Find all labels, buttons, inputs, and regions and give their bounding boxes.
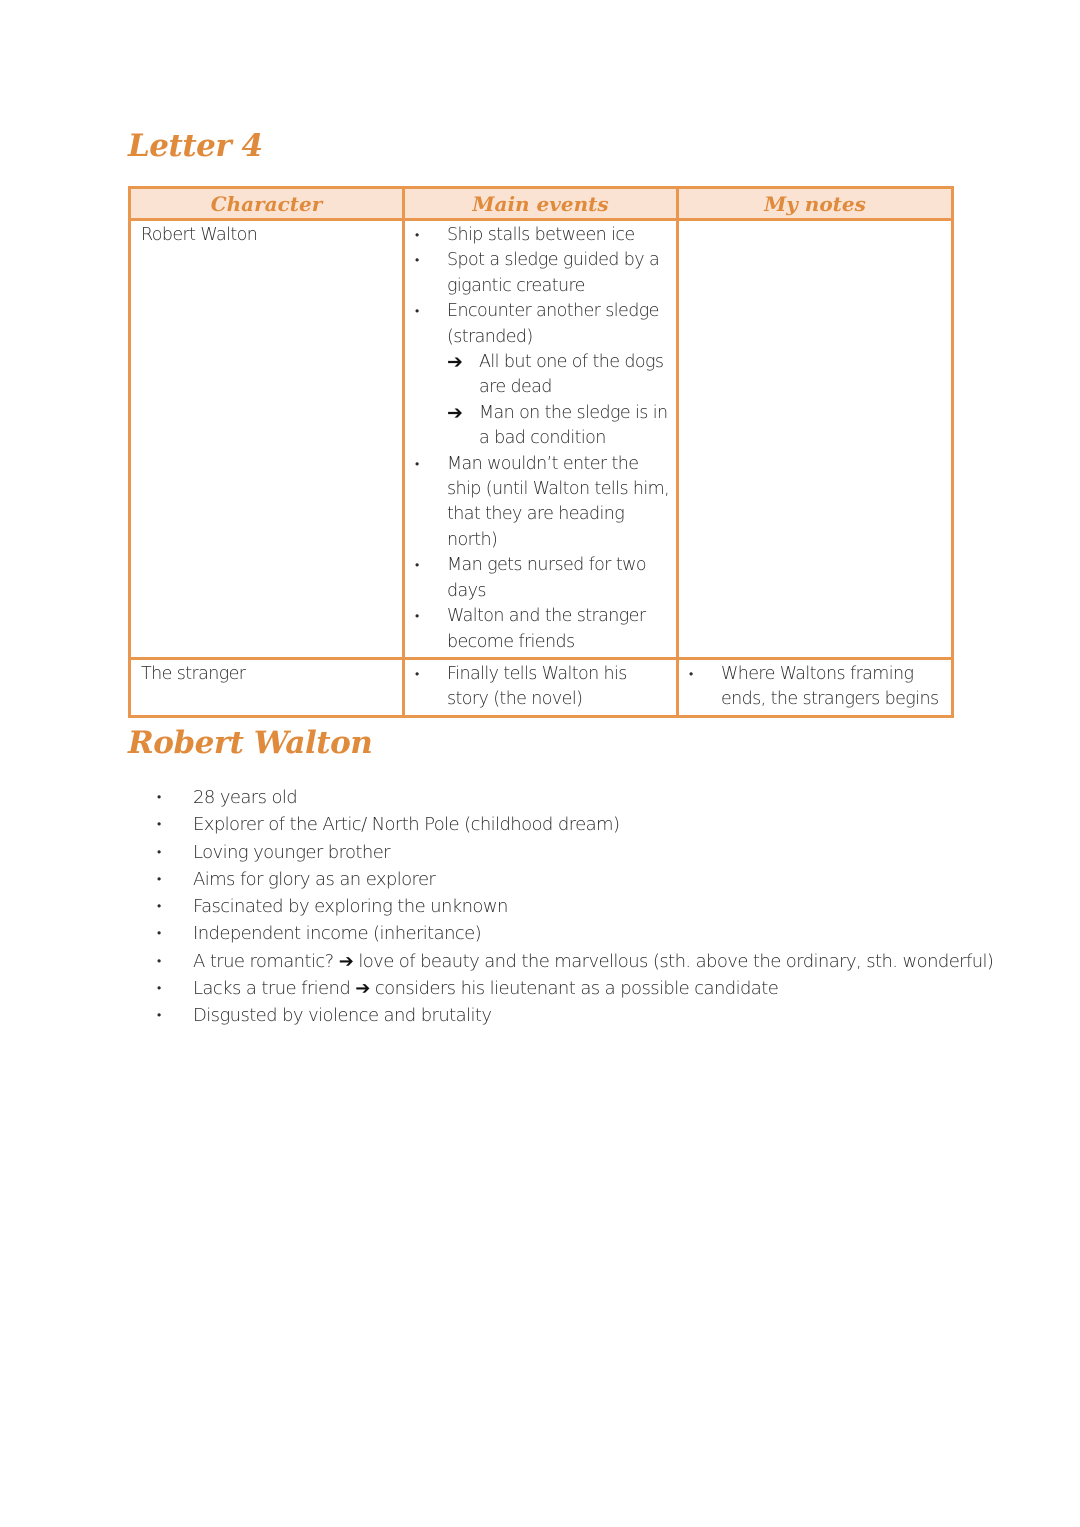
table-row-the-stranger xyxy=(130,658,953,716)
event-sub-list xyxy=(447,350,670,452)
event-item xyxy=(415,553,670,604)
column-header-my-notes: My notes xyxy=(678,188,953,220)
event-text: Man wouldn’t enter the ship (until Walton tells him, that they are heading north) xyxy=(447,453,670,550)
event-sub-item xyxy=(447,401,670,452)
event-text: Man gets nursed for two days xyxy=(447,555,646,601)
event-text: Spot a sledge guided by a gigantic creature xyxy=(447,250,660,296)
event-item xyxy=(415,248,670,299)
event-sub-item xyxy=(447,350,670,401)
events-cell xyxy=(404,220,678,659)
event-item xyxy=(415,662,670,713)
character-cell: The stranger xyxy=(130,658,404,716)
trait-item xyxy=(157,948,993,975)
event-item xyxy=(415,604,670,655)
right-arrow-icon: ➔ xyxy=(355,978,370,1000)
event-item xyxy=(415,299,670,451)
event-text: Finally tells Walton his story (the novel) xyxy=(447,663,627,710)
notes-list xyxy=(689,662,945,713)
column-header-main-events: Main events xyxy=(404,188,678,220)
trait-item xyxy=(157,893,993,920)
right-arrow-icon: ➔ xyxy=(338,950,354,972)
trait-text-continued: considers his lieutenant as a possible candidate xyxy=(374,978,779,1000)
notes-cell xyxy=(678,220,953,659)
event-item xyxy=(415,223,670,248)
events-cell xyxy=(404,658,678,716)
trait-item xyxy=(157,839,993,866)
trait-item xyxy=(157,1002,993,1029)
trait-text: Aims for glory as an explorer xyxy=(193,868,436,890)
event-text: Ship stalls between ice xyxy=(447,225,635,245)
trait-text: Independent income (inheritance) xyxy=(193,923,482,945)
note-item xyxy=(689,662,945,713)
trait-text: Disgusted by violence and brutality xyxy=(193,1005,492,1027)
trait-item xyxy=(157,920,993,947)
trait-item xyxy=(157,975,993,1002)
right-arrow-icon: ➔ xyxy=(447,401,463,424)
events-list xyxy=(415,662,670,713)
event-sub-text: All but one of the dogs are dead xyxy=(479,352,664,398)
right-arrow-icon: ➔ xyxy=(447,351,463,374)
trait-text: A true romantic? xyxy=(193,950,334,972)
trait-text: 28 years old xyxy=(193,787,298,808)
trait-text: Lacks a true friend xyxy=(193,978,351,1000)
trait-item xyxy=(157,811,993,838)
notes-cell xyxy=(678,658,953,716)
letter-4-heading: Letter 4 xyxy=(128,128,263,164)
event-sub-text: Man on the sledge is in a bad condition xyxy=(479,402,668,449)
event-item xyxy=(415,452,670,554)
trait-item xyxy=(157,784,993,811)
trait-text-continued: love of beauty and the marvellous (sth. above the ordinary, sth. wonderful) xyxy=(358,950,994,972)
events-list xyxy=(415,223,670,655)
trait-text: Loving younger brother xyxy=(193,841,390,863)
character-cell: Robert Walton xyxy=(130,220,404,659)
table-row-robert-walton xyxy=(130,220,953,659)
walton-traits-list xyxy=(157,784,993,1030)
table-header-row xyxy=(130,188,953,220)
note-text: Where Waltons framing ends, the strangers begins xyxy=(721,663,939,710)
trait-text: Explorer of the Artic/ North Pole (childhood dream) xyxy=(193,814,620,836)
event-text: Encounter another sledge (stranded) xyxy=(447,301,659,347)
event-text: Walton and the stranger become friends xyxy=(447,606,646,652)
robert-walton-heading: Robert Walton xyxy=(128,725,373,761)
letter-4-table xyxy=(128,186,954,718)
trait-item xyxy=(157,866,993,893)
trait-text: Fascinated by exploring the unknown xyxy=(193,896,508,918)
column-header-character: Character xyxy=(130,188,404,220)
